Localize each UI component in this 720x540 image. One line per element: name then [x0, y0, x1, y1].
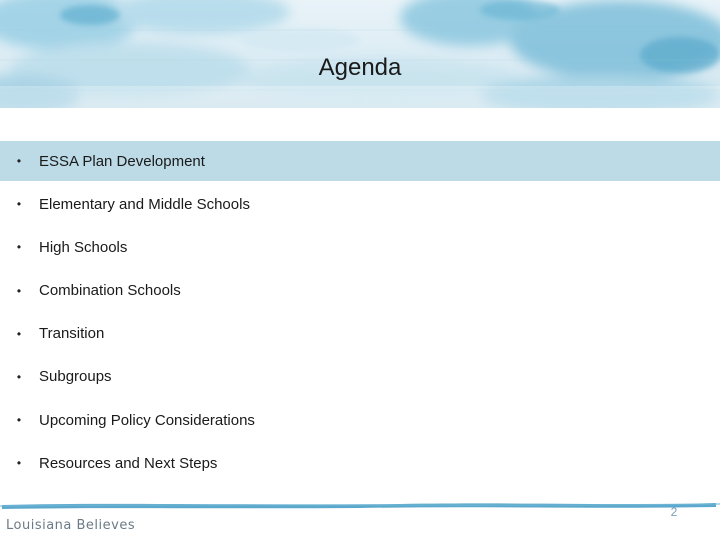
- bullet-icon: •: [16, 413, 22, 428]
- agenda-list: [0, 141, 720, 487]
- agenda-item: [0, 227, 720, 267]
- page-number: 2: [670, 505, 678, 519]
- agenda-item-label: Transition: [39, 325, 105, 343]
- watercolor-header: [0, 0, 720, 108]
- agenda-item-label: Subgroups: [39, 368, 112, 386]
- agenda-item: [0, 357, 720, 397]
- agenda-item-label: Upcoming Policy Considerations: [39, 411, 255, 429]
- agenda-item: [0, 443, 720, 483]
- agenda-item-label: Resources and Next Steps: [39, 454, 218, 472]
- agenda-item: [0, 141, 720, 181]
- agenda-item-label: Combination Schools: [39, 282, 181, 300]
- agenda-item: [0, 271, 720, 311]
- bullet-icon: •: [16, 369, 22, 384]
- slide-title: Agenda: [318, 54, 402, 81]
- agenda-item: [0, 184, 720, 224]
- bullet-icon: •: [16, 283, 22, 298]
- agenda-item: [0, 314, 720, 354]
- bullet-icon: •: [16, 326, 22, 341]
- footer-brush-stroke: [0, 497, 720, 511]
- agenda-item-label: ESSA Plan Development: [39, 152, 205, 170]
- agenda-item-label: Elementary and Middle Schools: [39, 195, 250, 213]
- agenda-item: [0, 400, 720, 440]
- brand-logo-text: Louisiana Believes: [6, 518, 136, 533]
- bullet-icon: •: [16, 197, 22, 212]
- agenda-item-label: High Schools: [39, 238, 128, 256]
- bullet-icon: •: [16, 240, 22, 255]
- bullet-icon: •: [16, 456, 22, 471]
- bullet-icon: •: [16, 154, 22, 168]
